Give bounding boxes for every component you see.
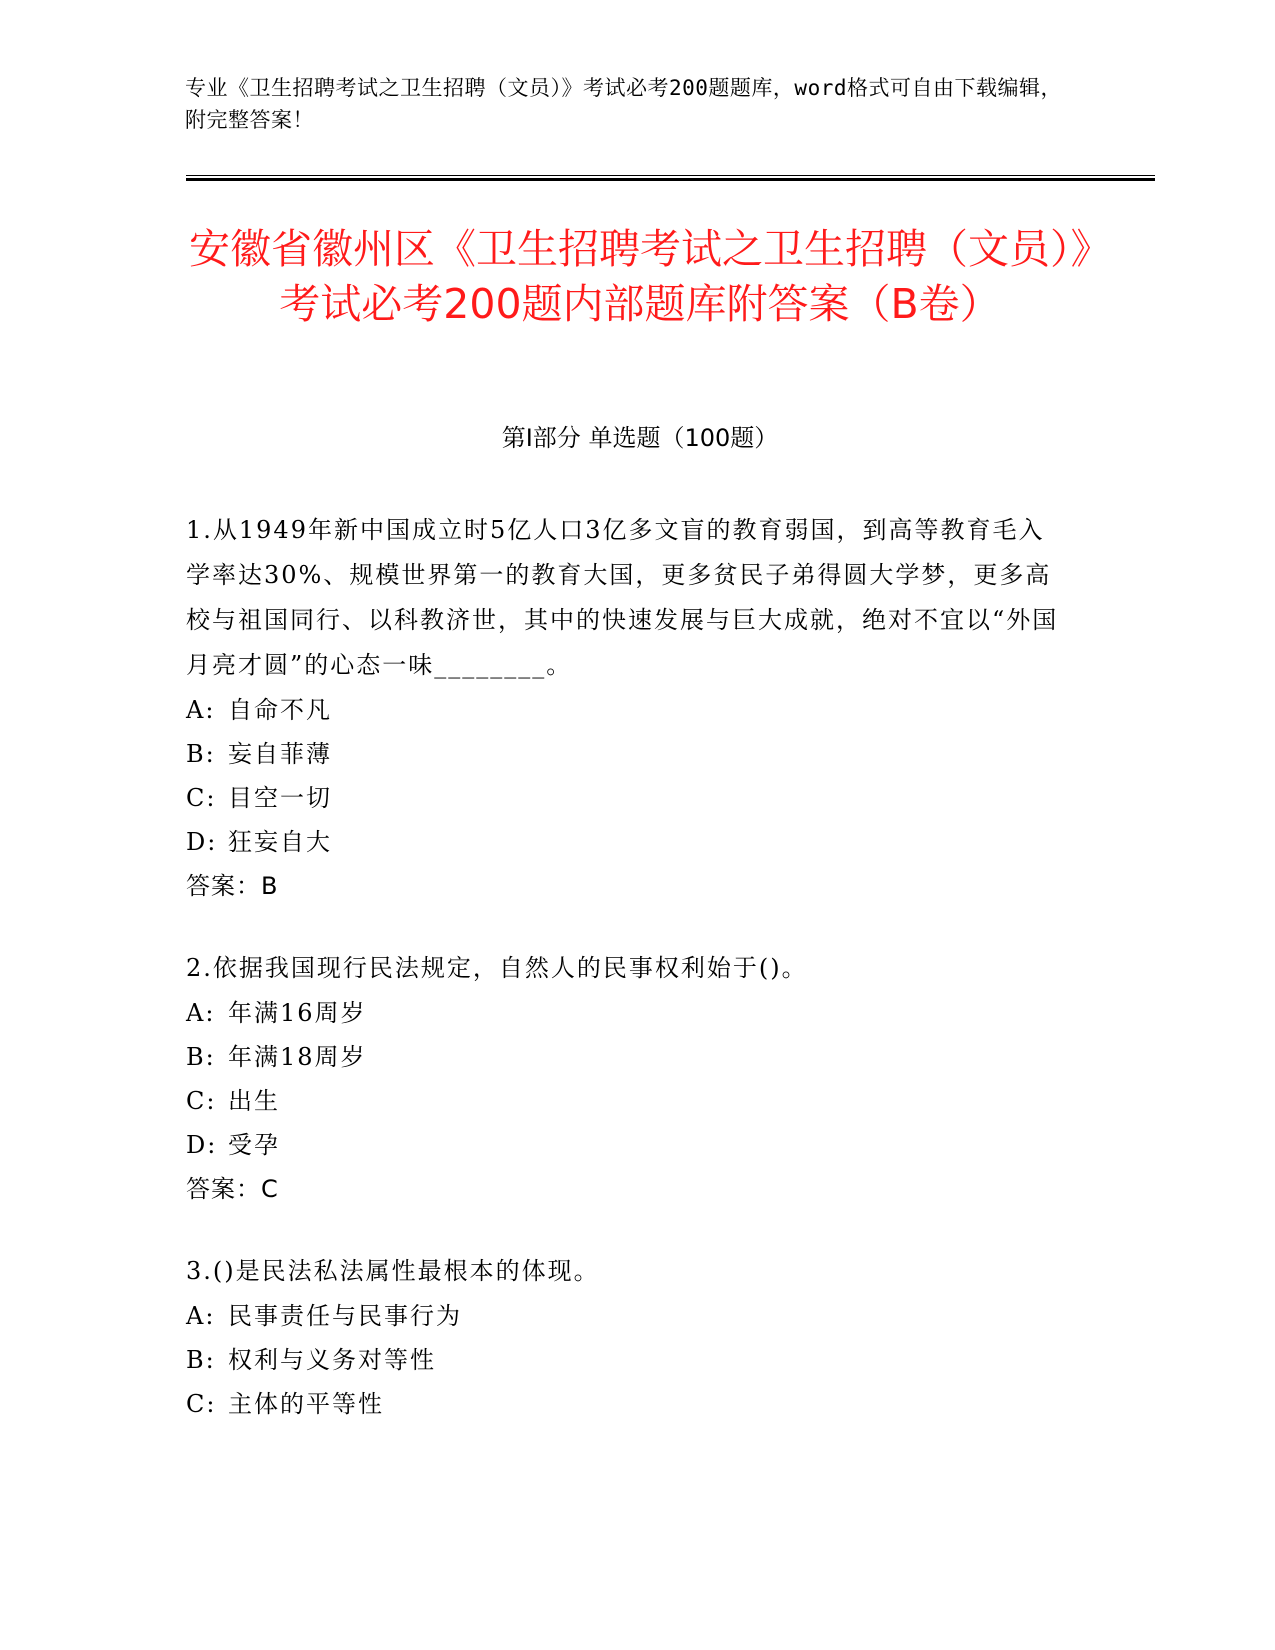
document-title: 安徽省徽州区《卫生招聘考试之卫生招聘（文员）》考试必考200题内部题库附答案（B卷）	[189, 225, 1091, 328]
option-text: 自命不凡	[228, 696, 332, 724]
option-d	[186, 820, 1066, 864]
question-stem: 2.依据我国现行民法规定，自然人的民事权利始于()。	[186, 954, 808, 982]
option-a	[186, 991, 1066, 1035]
option-a	[186, 1294, 1066, 1338]
option-text: 年满18周岁	[228, 1043, 367, 1071]
option-b	[186, 1338, 1066, 1382]
option-label: A:	[186, 696, 216, 724]
option-label: B:	[186, 740, 216, 768]
option-label: D:	[186, 828, 218, 856]
option-text: 主体的平等性	[228, 1390, 384, 1418]
question-2	[186, 946, 1066, 1211]
option-label: C:	[186, 784, 217, 812]
option-c	[186, 1079, 1066, 1123]
section-heading: 第I部分 单选题（100题）	[501, 424, 779, 452]
option-label: B:	[186, 1346, 216, 1374]
question-stem: 3.()是民法私法属性最根本的体现。	[186, 1257, 600, 1285]
question-1	[186, 508, 1066, 908]
option-text: 年满16周岁	[228, 999, 367, 1027]
option-label: A:	[186, 1302, 216, 1330]
option-b	[186, 732, 1066, 776]
option-label: B:	[186, 1043, 216, 1071]
option-c	[186, 776, 1066, 820]
option-c	[186, 1382, 1066, 1426]
option-text: 出生	[228, 1087, 280, 1115]
option-text: 权利与义务对等性	[228, 1346, 436, 1374]
option-text: 目空一切	[228, 784, 332, 812]
answer-line: 答案：B	[186, 872, 279, 900]
option-label: D:	[186, 1131, 218, 1159]
option-a	[186, 688, 1066, 732]
question-list	[186, 508, 1066, 1464]
option-b	[186, 1035, 1066, 1079]
header-note: 专业《卫生招聘考试之卫生招聘（文员）》考试必考200题题库，word格式可自由下载编辑，附完整答案！	[185, 76, 1062, 132]
option-label: A:	[186, 999, 216, 1027]
option-text: 狂妄自大	[228, 828, 332, 856]
option-text: 受孕	[228, 1131, 280, 1159]
header-divider	[186, 175, 1155, 181]
answer-line: 答案：C	[186, 1175, 279, 1203]
question-3	[186, 1249, 1066, 1426]
option-d	[186, 1123, 1066, 1167]
option-label: C:	[186, 1390, 217, 1418]
option-text: 妄自菲薄	[228, 740, 332, 768]
option-label: C:	[186, 1087, 217, 1115]
question-stem: 1.从1949年新中国成立时5亿人口3亿多文盲的教育弱国，到高等教育毛入学率达30%、规模世界第一的教育大国，更多贫民子弟得圆大学梦，更多高校与祖国同行、以科教济世，其中的快速发展与巨大成就，绝对不宜以“外国月亮才圆”的心态一味________。	[186, 516, 1059, 679]
option-text: 民事责任与民事行为	[228, 1302, 462, 1330]
